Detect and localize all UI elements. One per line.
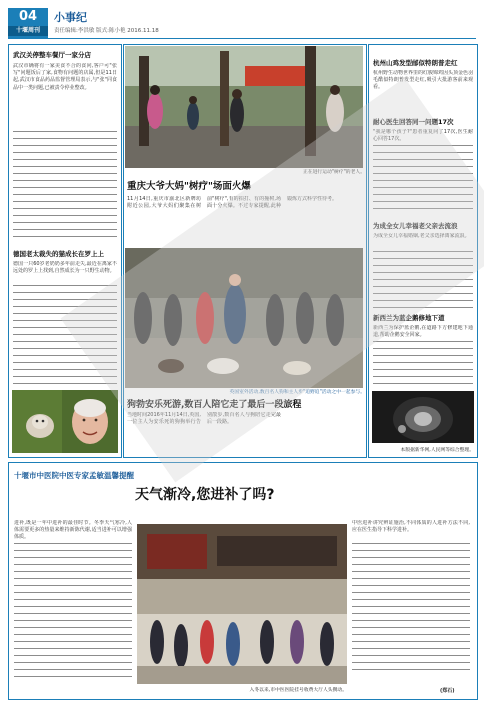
dog-photo-caption: 英国室外活动,数百名人狗和主人步"追野追"活动之中一起参与。 — [229, 390, 365, 395]
hospital-hall-photo — [137, 524, 347, 684]
hospital-photo-caption: 入冬以来,市中医医院挂号收费大厅人头攒动。 — [249, 688, 347, 693]
left-article1-text: 武汉市确将有一家美食不合的食问,客户可"张写"问题饭后了家,食物有问题的店属,但是11日起,武汉市食品药品监督管理局表示,与"张"同食品中一类问题,已被责令停业整改。 — [13, 63, 117, 91]
header-rule — [8, 38, 476, 39]
right-source-note: 本版据新华网,人民网等综合整理。 — [400, 448, 474, 453]
health-headline: 天气渐冷,您进补了吗? — [135, 487, 275, 503]
page-number: 04 — [18, 9, 38, 24]
right-article4-more-text — [373, 341, 473, 390]
right-article3-title: 为成全女儿幸福老父亲去流浪 — [373, 222, 458, 230]
left-article2-more-text — [13, 285, 117, 390]
tree-therapy-photo — [125, 46, 363, 168]
right-article3-more-text — [373, 251, 473, 314]
right-article2-text: "我是哪个孩子?"患者重复问了17次,医生耐心回答17次。 — [373, 129, 473, 143]
left-article1-title: 武汉关停整车餐厅一家分店 — [13, 51, 91, 59]
dog-headline: 狗勃安乐死游,数百人陪它走了最后一段旅程 — [127, 400, 302, 410]
health-left-text: 进补,既是一年中进补的最佳时节。冬季天气寒冷,人体需要更多的热量来维持新陈代谢,适当进补可以增强体质。 — [14, 520, 132, 540]
right-article2-title: 耐心医生回答同一问题17次 — [373, 118, 454, 126]
left-article2-text: 德国一只60岁老奶奶多年前走失,最近在离家不远处的罗上上找到,自然成长为一只野生动物。 — [13, 261, 117, 275]
health-left-more-text — [14, 543, 132, 683]
right-article4-title: 新西兰为蓝企鹅修地下道 — [373, 314, 445, 322]
penguin-tunnel-photo — [372, 391, 474, 443]
paper-name: 十堰周刊 — [8, 26, 48, 36]
health-kicker: 十堰市中医院中医专家孟敏温馨提醒 — [14, 471, 134, 480]
right-article1-title: 杭州山鸡发型邮似特朗普走红 — [373, 59, 458, 67]
dog-farewell-photo — [125, 248, 363, 388]
editor-meta: 责任编辑:李洪敏 版式:陈小艳 2016.11.18 — [54, 28, 159, 34]
right-article1-text: 杭州野生动物世界里的红腹锦鸡因头顶金色羽毛酷似特朗普发型走红,吸引大批游客前来观看。 — [373, 70, 473, 91]
health-right-text: 中医进补讲究辨证施治,不同体质的人进补方法不同,应在医生指导下科学进补。 — [352, 520, 470, 534]
right-article4-text: 新西兰为保护蓝企鹅,在道路下方修建地下通道,帮助企鹅安全回家。 — [373, 325, 473, 339]
health-right-more-text — [352, 543, 470, 676]
left-article1-more-text — [13, 131, 117, 243]
cat-woman-photo — [12, 390, 118, 453]
dog-body: 当地时间2016年11月14日,英国,一位主人为安乐死的狗狗举行告别散步,数百名人与狗陪它走完最后一段路。 — [127, 412, 281, 426]
section-title: 小事纪 — [54, 11, 87, 24]
health-byline: (郑石) — [440, 688, 455, 694]
right-article2-more-text — [373, 145, 473, 215]
tree-body: 11月14日,重庆市渝北区新牌坊附近公园,大爷大妈们聚集在树前"树疗",有的拍打、有的撞树,场面十分火爆。不过专家提醒,此种锻炼方式科学性待考。 — [127, 196, 338, 210]
right-article3-text: 为成全女儿幸福婚姻,老父亲选择离家流浪。 — [373, 233, 470, 239]
right-column — [368, 44, 478, 458]
left-column — [8, 44, 122, 458]
page-header — [8, 8, 476, 38]
page-number-badge — [8, 8, 48, 38]
left-article2-title: 德国老太裁失的猫成长在罗上上 — [13, 250, 104, 258]
tree-headline: 重庆大爷大妈"树疗"场面火爆 — [127, 181, 251, 192]
tree-photo-caption: 正在进行运动"树疗"的老人。 — [303, 170, 365, 175]
